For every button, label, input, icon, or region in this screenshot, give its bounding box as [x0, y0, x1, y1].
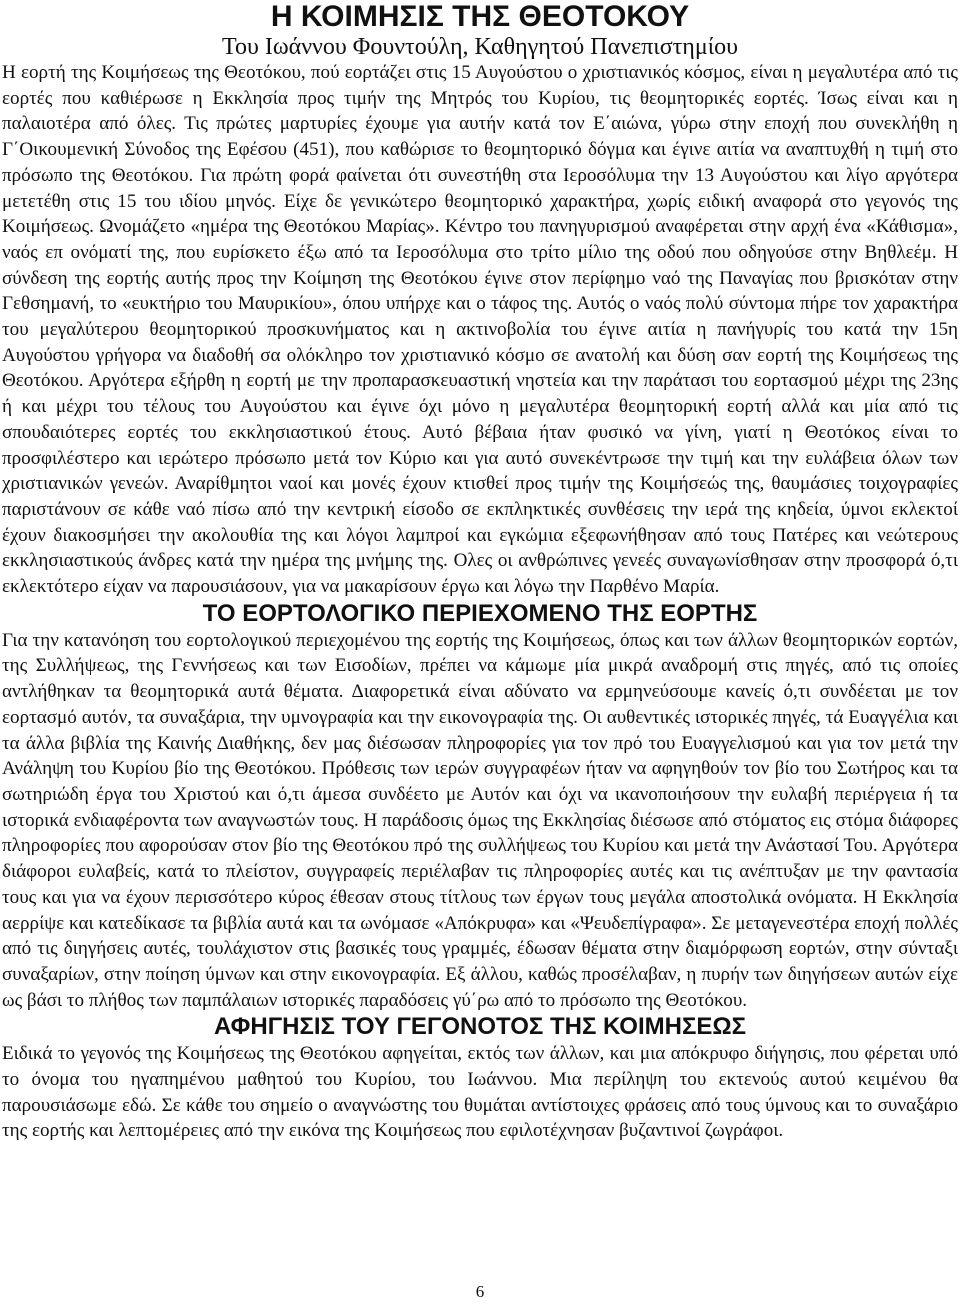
author-line: Του Ιωάννου Φουντούλη, Καθηγητού Πανεπιστημίου [221, 34, 739, 60]
content-paragraph: Για την κατανόηση του εορτολογικού περιεχομένου της εορτής της Κοιμήσεως, όπως και των άλλων θεομητορικών εορτών, της Συλλήψεως, της Γεννήσεως και των Εισοδίων, πρέπει να κάμωμε μία μικρά αναδρομή στις πηγές, από τις οποίες αντλήθηκαν τα θεομητορικά αυτά θέματα. Διαφορετικά είναι αδύνατο να ερμηνεύσουμε κανείς ό,τι συνδέεται με τον εορτασμό αυτόν, τα συναξάρια, την υμνογραφία και την εικονογραφία της. Οι αυθεντικές ιστορικές πηγές, τά Ευαγγέλια και τα άλλα βιβλία της Καινής Διαθήκης, δεν μας διέσωσαν πληροφορίες για τον πρό του Ευαγγελισμού και για τον μετά την Ανάληψη του Κυρίου βίο της Θεοτόκου. Πρόθεσις των ιερών συγγραφέων ήταν να αφηγηθούν τον βίο του Σωτήρος και τα σωτηριώδη έργα του Χριστού και ό,τι άμεσα συνδέετο με Αυτόν και όχι να ικανοποιήσουν την ευλαβή περιέργεια ή τα ιστορικά ενδιαφέροντα των αναγνωστών τους. Η παράδοσις όμως της Εκκλησίας διέσωσε από στόματος εις στόμα διάφορες πληροφορίες που αφορούσαν στον βίο της Θεοτόκου πρό της συλλήψεως του Κυρίου και μετά την Ανάστασί Του. Αργότερα διάφοροι ευλαβείς, κατά το πλείστον, συγγραφείς περιέλαβαν τις πληροφορίες αυτές και τις ανέπτυξαν με την φαντασία τους και για να έχουν περισσότερο κύρος έθεσαν στους τίτλους των έργων τους μεγάλα αποστολικά ονόματα. Η Εκκλησία αερρίψε και κατεδίκασε τα βιβλία αυτά και τα ωνόμασε «Απόκρυφα» και «Ψευδεπίγραφα». Σε μεταγενεστέρα εποχή πολλές από τις διηγήσεις αυτές, τουλάχιστον στις βασικές τους γραμμές, έδωσαν θέματα στην διαμόρφωση εορτών, στην σύνταξι συναξαρίων, στην ποίηση ύμνων και στην εικονογραφία. Εξ άλλου, καθώς προσέλαβαν, η πυρήν των διηγήσεων αυτών είχε ως βάσι το πλήθος των παμπάλαιων ιστορικές παραδόσεις γύ΄ρω από το πρόσωπο της Θεοτόκου. [2, 629, 958, 1011]
section-heading-narration: ΑΦΗΓΗΣΙΣ ΤΟΥ ΓΕΓΟΝΟΤΟΣ ΤΗΣ ΚΟΙΜΗΣΕΩΣ [213, 1013, 747, 1041]
page-number: 6 [475, 1282, 485, 1301]
intro-paragraph: Η εορτή της Κοιμήσεως της Θεοτόκου, πού εορτάζει στις 15 Αυγούστου ο χριστιανικός κόσμος, είναι η μεγαλυτέρα από τις εορτές που καθιέρωσε η Εκκλησία προς τιμήν της Μητρός του Κυρίου, τις θεομητορικές εορτές. Ίσως είναι και η παλαιοτέρα από όλες. Τις πρώτες μαρτυρίες έχουμε για αυτήν κατά τον Ε΄αιώνα, γύρω στην εποχή που συνεκλήθη η Γ΄Οικουμενική Σύνοδος της Εφέσου (451), που καθώρισε το θεομητορικό δόγμα και έγινε αιτία να αναπτυχθή η τιμή στο πρόσωπο της Θεοτόκου. Για πρώτη φορά φαίνεται ότι συνεστήθη στα Ιεροσόλυμα την 13 Αυγούστου και λίγο αργότερα μετετέθη στις 15 του ιδίου μηνός. Είχε δε γενικώτερο θεομητορικό χαρακτήρα, χωρίς ειδική αναφορά στο γεγονός της Κοιμήσεως. Ωνομάζετο «ημέρα της Θεοτόκου Μαρίας». Κέντρο του πανηγυρισμού αναφέρεται στην αρχή ένα «Κάθισμα», ναός επ ονόματί της, που ευρίσκετο έξω από τα Ιεροσόλυμα στο τρίτο μίλιο της οδού που οδηγούσε στην Βηθλεέμ. Η σύνδεση της εορτής αυτής προς την Κοίμηση της Θεοτόκου έγινε στον περίφημο ναό της Παναγίας που βρισκόταν στην Γεθσημανή, το «ευκτήριο του Μαυρικίου», όπου υπήρχε και ο τάφος της. Αυτός ο ναός πολύ σύντομα πήρε τον χαρακτήρα του μεγαλύτερου θεομητορικού προσκυνήματος και η ακτινοβολία του έγινε αιτία η πανήγυρίς του κατά την 15η Αυγούστου γρήγορα να διαδοθή σα ολόκληρο τον χριστιανικό κόσμο σε ανατολή και δύση σαν εορτή της Κοιμήσεως της Θεοτόκου. Αργότερα εξήρθη η εορτή με την προπαρασκευαστική νηστεία και την παράτασι του εορτασμού μέχρι της 23ης ή και μέχρι του τέλους του Αυγούστου και έγινε όχι μόνο η μεγαλυτέρα θεομητορική εορτή αλλά και μία από τις σπουδαιότερες εορτές του εκκλησιαστικού έτους. Αυτό βέβαια ήταν φυσικό να γίνη, γιατί η Θεοτόκος είναι το προσφιλέστερο και ιερώτερο πρόσωπο μετά τον Κύριο και για αυτό συνεκέντρωσε την τιμή και την ευλάβεια όλων των χριστιανικών γενεών. Αναρίθμητοι ναοί και μονές έχουν κτισθεί προς τιμήν της Κοιμήσεώς της, θαυμάσιες τοιχογραφίες παριστάνουν σε κάθε ναό πίσω από την κεντρική είσοδο σε εκπληκτικές συνθέσεις την ιερά της κηδεία, ύμνοι εκλεκτοί έχουν διακοσμήσει την ακολουθία της και λόγοι λαμπροί και εγκώμια εξεφωνήθησαν από τους Πατέρες και νεώτερους εκκλησιαστικούς άνδρες κατά την ημέρα της μνήμης της. Ολες οι ανθρώπινες γενεές συναγωνίσθησαν στην προσφορά ό,τι εκλεκτότερο είχαν να παρουσιάσουν, για να μακαρίσουν έργω και λόγω την Παρθένο Μαρία. [2, 62, 958, 598]
document-title: Η ΚΟΙΜΗΣΙΣ ΤΗΣ ΘΕΟΤΟΚΟΥ [270, 0, 690, 33]
document-body [2, 0, 958, 1144]
section-heading-content: ΤΟ ΕΟΡΤΟΛΟΓΙΚΟ ΠΕΡΙΕΧΟΜΕΝΟ ΤΗΣ ΕΟΡΤΗΣ [202, 599, 758, 627]
narration-paragraph: Ειδικά το γεγονός της Κοιμήσεως της Θεοτόκου αφηγείται, εκτός των άλλων, και μια απόκρυφο διήγησις, που φέρεται υπό το όνομα του ηγαπημένου μαθητού του Κυρίου, του Ιωάννου. Μια περίληψη του εκτενούς αυτού κειμένου θα παρουσιάσωμε εδώ. Σε κάθε του σημείο ο αναγνώστης του θυμάται αντίστοιχες φράσεις από τους ύμνους και το συναξάριο της εορτής και λεπτομέρειες από την εικόνα της Κοιμήσεως που εφιλοτέχνησαν βυζαντινοί ζωγράφοι. [2, 1043, 958, 1142]
